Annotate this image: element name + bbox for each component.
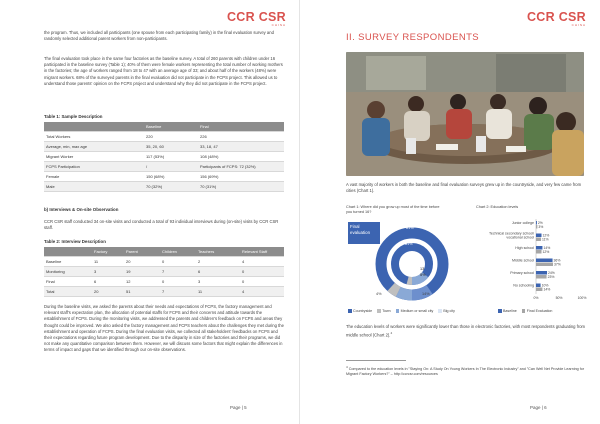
- bar-value-label: 14%: [543, 287, 551, 292]
- bar-baseline: [536, 284, 541, 288]
- interview-description-table: [44, 247, 284, 297]
- chart2-title: Chart 2: Education levels: [476, 205, 519, 209]
- inner-value-city: 5%: [420, 273, 426, 277]
- chart1-title: Chart 1: Where did you grow up most of the time before you turned 16?: [346, 205, 440, 215]
- table-row: Final 6 12 0 3 0: [44, 277, 284, 287]
- bar-value-label: 12%: [542, 250, 550, 254]
- bar-value-label: 36%: [553, 258, 561, 263]
- outer-value-city: 14%: [422, 292, 430, 296]
- closing-paragraph: During the baseline visits, we asked the parents about their needs and expectations of FCPS, the factory management and relevant staff's expectation plan, the allocation of potential staffs for FCPS and their concerns and attitude towards the establishment of FCPS. During the monitoring visits, we addressed the parents and children's feedback on FCPS and areas they thought could be improved. We also asked the factory management and FCPS teachers about the challenges they met during the establishment and operation of FCPS. During the final evaluation visits, we collected all stakeholders' feedbacks on FCPS and their expectations regarding future program development. Due to the disparity in size of the factories and their programs, we did not make any quantitative comparison between them. However, we will discuss some factors that might explain the differences in terms of impact and gaps that we identified through our on-site observations.: [44, 304, 284, 353]
- table1-caption: Table 1: Sample Description: [44, 114, 103, 119]
- table-row: Total 20 51 7 11 4: [44, 287, 284, 297]
- table-row: Migrant Worker 117 (53%) 108 (48%): [44, 152, 284, 162]
- table-row: Average, min, max age 35, 20, 60 33, 18, 47: [44, 142, 284, 152]
- chart2-legend: Baseline Final Evaluation: [494, 309, 552, 313]
- page-number: Page | 5: [230, 405, 247, 410]
- inner-value-countryside: 81%: [405, 242, 413, 246]
- bar-value-label: 24%: [548, 271, 555, 275]
- bar-value-label: 10%: [541, 283, 549, 288]
- legend-swatch-countryside: [348, 309, 352, 313]
- category-label: Technical secondary school/: [489, 231, 534, 236]
- interviews-paragraph: CCR CSR staff conducted 34 on-site visits and conducted a total of 93 individual interviews during (on-site) visits by CCR CSR staff.: [44, 219, 279, 231]
- footnote-mark: 4: [390, 331, 393, 336]
- bar-final-evaluation: [536, 238, 541, 242]
- interview-photo-illustration: [346, 52, 584, 176]
- table1-header-row: Baseline Final: [44, 122, 284, 132]
- inner-value-town: 13: [420, 267, 425, 271]
- category-label: High school: [515, 246, 534, 250]
- respondents-intro: A vast majority of workers in both the baseline and final evaluation surveys grew up in the countryside, and very few came from cities (Chart 1).: [346, 182, 582, 194]
- legend-swatch-medium-city: [396, 309, 400, 313]
- chart2-container: [470, 215, 590, 311]
- bar-value-label: 11%: [542, 237, 549, 242]
- category-label: No schooling: [513, 283, 534, 288]
- bar-value-label: 23%: [547, 275, 555, 279]
- category-label: vocational school: [506, 235, 534, 240]
- bar-value-label: 37%: [554, 262, 561, 267]
- table-row: Baseline 11 20 0 2 4: [44, 257, 284, 267]
- bar-baseline: [536, 271, 547, 275]
- bar-final-evaluation: [536, 275, 547, 279]
- chart2-svg: [470, 215, 590, 311]
- bar-final-evaluation: [536, 250, 542, 254]
- bar-final-evaluation: [536, 288, 542, 292]
- bar-final-evaluation: [536, 263, 553, 267]
- x-tick-label: 0%: [533, 296, 539, 300]
- education-paragraph: The education levels of workers were significantly lower than those in electronic factories, with most respondents graduating from middle school (Chart 2).$^4$: [346, 324, 586, 338]
- bar-baseline: [536, 234, 542, 238]
- legend-swatch-baseline: [498, 309, 502, 313]
- legend-swatch-final: [522, 309, 526, 313]
- footnote-rule: [346, 360, 406, 361]
- sample-description-table: [44, 122, 284, 192]
- baseline-inner-label: Baseline: [405, 258, 419, 262]
- final-evaluation-paragraph: The final evaluation took place in the same four factories as the baseline survey. A total of 260 parents with children under 16 participated in the baseline survey (Table 1); 40% of them were female workers representing the total number of working mothers in the factories; the age of workers ranged from 18 to 47 with an average age of 33; and about half of the workers (48%) were migrant workers. 68% of the surveyed parents in the final evaluation did not participate in the FCPS project. This allowed us to understand those parents' opinion on the FCPS project and understand why they did not participate in the FCPS project.: [44, 56, 283, 86]
- chart1-container: [346, 220, 466, 302]
- interview-photo: [346, 52, 584, 176]
- legend-swatch-town: [377, 309, 381, 313]
- x-tick-label: 50%: [555, 296, 563, 300]
- table-row: Monitoring 3 19 7 6 0: [44, 267, 284, 277]
- table-row: Female 150 (68%) 156 (69%): [44, 172, 284, 182]
- ccr-csr-logo: CCR CSR CHINA: [226, 10, 286, 27]
- chart1-legend: Countryside Town Medium or small city Big city: [344, 309, 455, 313]
- outer-value-countryside: 81%: [406, 226, 414, 230]
- table-row: Total Workers 220 226: [44, 132, 284, 142]
- category-label: Primary school: [510, 271, 534, 275]
- bar-baseline: [536, 221, 537, 225]
- bar-value-label: 2%: [537, 221, 543, 225]
- category-label: Middle school: [512, 258, 534, 263]
- inner-slice-5pct: [408, 280, 412, 281]
- final-evaluation-label: Final evaluation: [348, 222, 380, 244]
- interviews-heading: b) Interviews & On-site Observation: [44, 207, 119, 212]
- outer-value-town: 4%: [376, 292, 382, 296]
- table-row: FCPS Participation / Participants of FCPS: 72 (32%): [44, 162, 284, 172]
- bar-final-evaluation: [536, 225, 537, 229]
- right-page: [300, 0, 600, 424]
- legend-swatch-big-city: [438, 309, 442, 313]
- table2-caption: Table 2: Interview Description: [44, 239, 106, 244]
- table-row: Male 70 (32%) 70 (31%): [44, 182, 284, 192]
- bar-baseline: [536, 246, 542, 250]
- ccr-csr-logo: CCR CSR CHINA: [526, 10, 586, 27]
- x-tick-label: 100%: [577, 296, 587, 300]
- intro-paragraph: the program. Thus, we included all participants (one spouse from each participating family) in the final evaluation survey and randomly selected additional parent workers from non-participants.: [44, 30, 274, 42]
- bar-value-label: 14%: [543, 246, 551, 250]
- bar-value-label: 12%: [542, 233, 550, 238]
- page-number: Page | 6: [530, 405, 547, 410]
- bar-baseline: [536, 259, 553, 263]
- section-title: II. SURVEY RESPONDENTS: [346, 32, 480, 43]
- bar-value-label: 3%: [538, 225, 544, 229]
- outer-slice-medium-small-city: [398, 292, 412, 295]
- footnote: $^4$ Compared to the education levels in "Staying On: A Study On Young Workers In The Electronic Industry" and "Can Well Net Provide Learning for Migrant Factory Workers?" – http://ccrcsr.com/resources: [346, 365, 585, 377]
- category-label: Junior college: [511, 221, 534, 225]
- table2-header-row: Factory Parent Children Teachers Relevant Staff: [44, 247, 284, 257]
- outer-slice-town: [391, 287, 398, 292]
